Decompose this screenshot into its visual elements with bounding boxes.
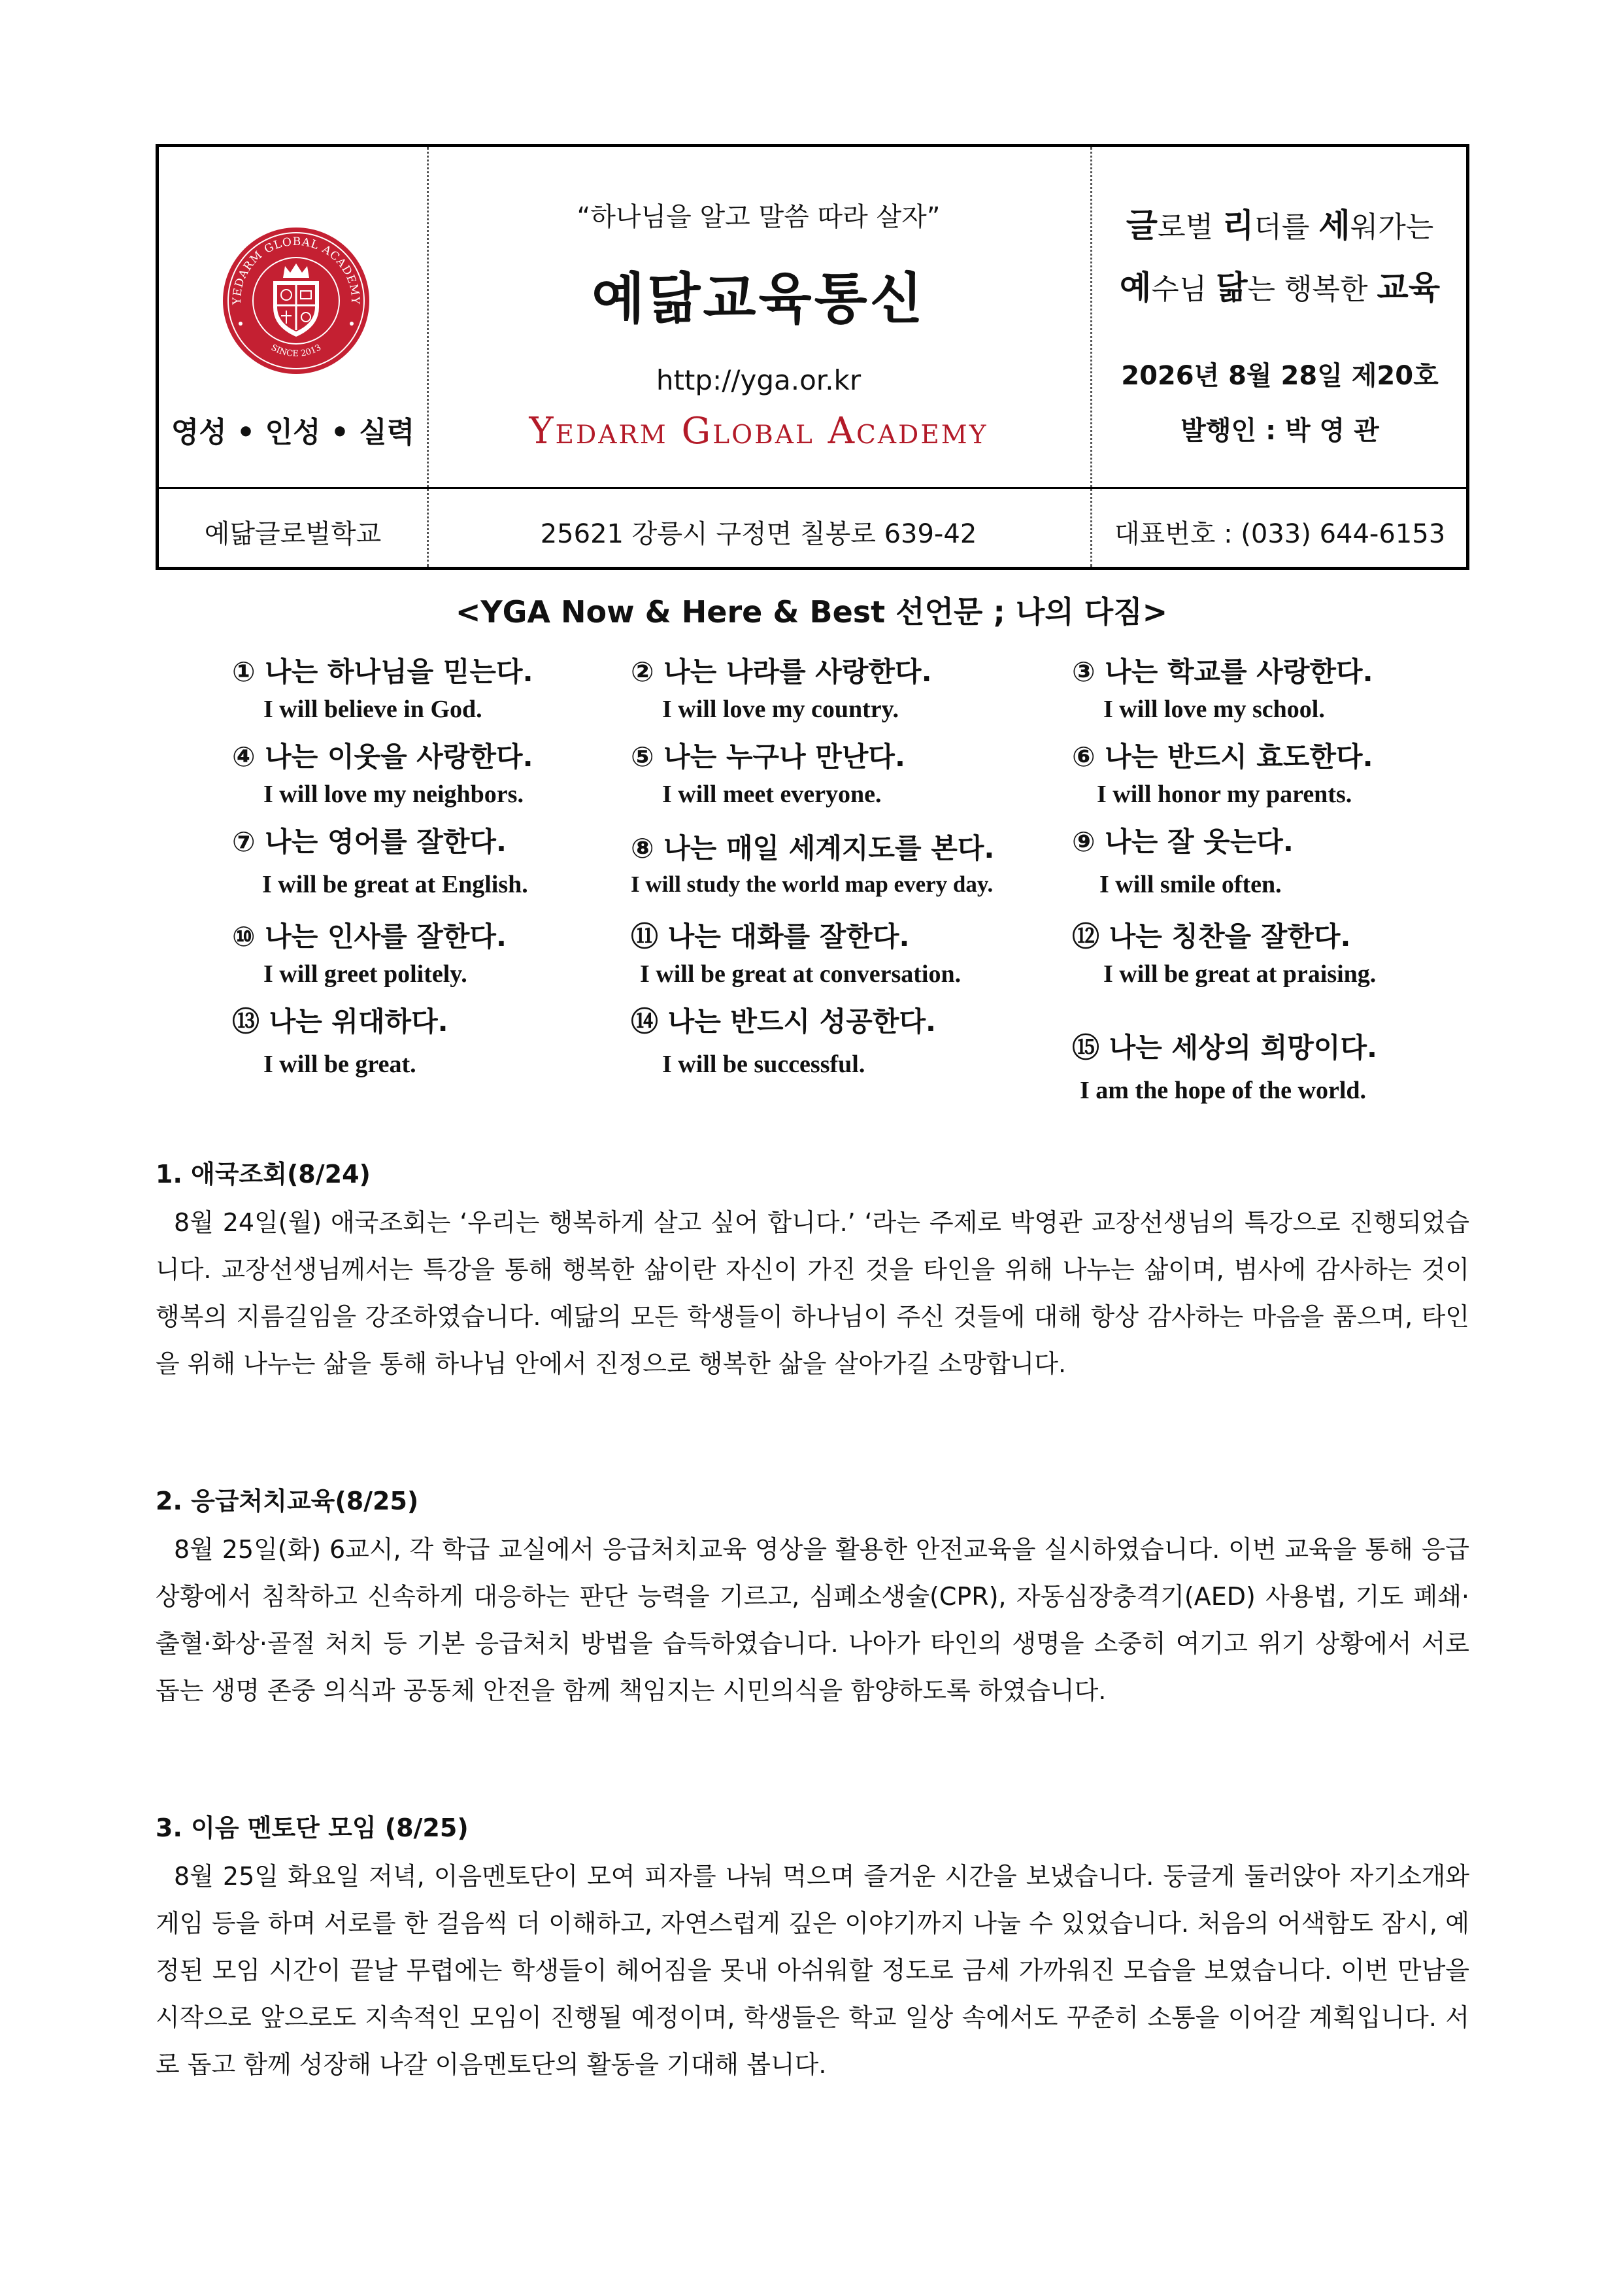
declaration-title: <YGA Now & Here & Best 선언문 ; 나의 다짐> xyxy=(455,594,1168,630)
pledge-english: I will be great. xyxy=(263,1051,416,1078)
article-body: 8월 25일(화) 6교시, 각 학급 교실에서 응급처치교육 영상을 활용한 안전교육을 실시하였습니다. 이번 교육을 통해 응급 상황에서 침착하고 신속하게 대응하는 판단 능력을 기르고, 심폐소생술(CPR), 자동심장충격기(AED) 사용법, 기도 폐쇄·출혈·화상·골절 처치 등 기본 응급처치 방법을 습득하였습니다. 나아가 타인의 생명을 소중히 여기고 위기 상황에서 서로 돕는 생명 존중 의식과 공동체 안전을 함께 책임지는 시민의식을 함양하도록 하였습니다. xyxy=(156,1535,1469,1705)
slogan-text: 워가는 xyxy=(1350,211,1434,244)
pledge-item xyxy=(1072,735,1503,809)
pledge-korean: ⑫ 나는 칭찬을 잘한다. xyxy=(1072,920,1351,953)
school-seal-logo xyxy=(221,226,371,376)
article-heading: 1. 애국조회(8/24) xyxy=(156,1160,371,1189)
pledge-item xyxy=(631,1000,1062,1079)
school-name-english: Yedarm Global Academy xyxy=(529,410,988,452)
pledge-item xyxy=(232,915,663,988)
slogan-text: 는 행복한 xyxy=(1247,273,1377,306)
motto: “하나님을 알고 말씀 따라 살자” xyxy=(577,202,941,232)
pledge-item xyxy=(1072,650,1503,724)
pledge-item xyxy=(631,650,1062,724)
article xyxy=(156,1481,1469,1714)
pledge-korean: ⑤ 나는 누구나 만난다. xyxy=(631,741,905,773)
pledge-korean: ① 나는 하나님을 믿는다. xyxy=(232,656,533,688)
pledge-korean: ⑭ 나는 반드시 성공한다. xyxy=(631,1005,936,1038)
pledge-korean: ⑩ 나는 인사를 잘한다. xyxy=(232,920,507,953)
pledge-item xyxy=(232,820,663,899)
pledge-english: I will smile often. xyxy=(1099,871,1282,898)
pledge-korean: ⑥ 나는 반드시 효도한다. xyxy=(1072,741,1373,773)
article-heading: 2. 응급처치교육(8/25) xyxy=(156,1487,419,1515)
pledge-english: I will believe in God. xyxy=(263,696,482,723)
pledge-item xyxy=(631,915,1062,988)
slogan-initial: 닮 xyxy=(1216,269,1248,307)
issue-info: 2026년 8월 28일 제20호 xyxy=(1121,361,1439,391)
pledge-item xyxy=(232,1000,663,1079)
pledge-korean: ⑬ 나는 위대하다. xyxy=(232,1005,448,1038)
pledge-english: I will love my neighbors. xyxy=(263,781,524,808)
pledge-english: I will meet everyone. xyxy=(662,781,882,808)
pledge-korean: ④ 나는 이웃을 사랑한다. xyxy=(232,741,533,773)
pledge-korean: ⑧ 나는 매일 세계지도를 본다. xyxy=(631,832,995,864)
slogan-initial: 세 xyxy=(1318,207,1350,245)
seal-text-bottom: SINCE 2013 xyxy=(269,343,323,360)
slogan-initial: 글 xyxy=(1126,207,1158,245)
pledge-korean: ② 나는 나라를 사랑한다. xyxy=(631,656,932,688)
pledge-english: I will be great at English. xyxy=(262,871,528,898)
article xyxy=(156,1154,1469,1387)
pledge-korean: ⑪ 나는 대화를 잘한다. xyxy=(631,920,910,953)
publisher: 발행인 : 박 영 관 xyxy=(1180,416,1379,446)
school-url[interactable]: http://yga.or.kr xyxy=(656,364,862,396)
pledge-item xyxy=(1072,1026,1503,1105)
pledge-item xyxy=(631,735,1062,809)
newsletter-header xyxy=(156,144,1469,570)
pledge-item xyxy=(1072,915,1503,988)
footer-school-name: 예닮글로벌학교 xyxy=(204,519,382,549)
pledge-english: I will greet politely. xyxy=(263,960,467,988)
pledge-english: I will love my school. xyxy=(1103,696,1325,723)
pledge-korean: ⑦ 나는 영어를 잘한다. xyxy=(232,826,507,858)
slogan-initial: 예 xyxy=(1119,269,1152,307)
pledge-english: I will be great at praising. xyxy=(1103,960,1377,988)
slogan-line-2 xyxy=(1090,262,1469,309)
slogan-line-1 xyxy=(1090,199,1469,246)
slogan-initial: 교육 xyxy=(1377,269,1441,307)
pledge-item xyxy=(631,827,1062,898)
slogan-text: 더를 xyxy=(1254,211,1319,244)
motto-left: 영성 • 인성 • 실력 xyxy=(171,416,415,449)
pledge-english: I will honor my parents. xyxy=(1097,781,1352,808)
article-body: 8월 25일 화요일 저녁, 이음멘토단이 모여 피자를 나눠 먹으며 즐거운 시간을 보냈습니다. 둥글게 둘러앉아 자기소개와 게임 등을 하며 서로를 한 걸음씩 더 이해하고, 자연스럽게 깊은 이야기까지 나눌 수 있었습니다. 처음의 어색함도 잠시, 예정된 모임 시간이 끝날 무렵에는 학생들이 헤어짐을 못내 아쉬워할 정도로 금세 가까워진 모습을 보였습니다. 이번 만남을 시작으로 앞으로도 지속적인 모임이 진행될 예정이며, 학생들은 학교 일상 속에서도 꾸준히 소통을 이어갈 계획입니다. 서로 돕고 함께 성장해 나갈 이음멘토단의 활동을 기대해 봅니다. xyxy=(156,1862,1469,2079)
seal-text-top: YEDARM GLOBAL ACADEMY xyxy=(230,235,362,305)
pledge-korean: ⑨ 나는 잘 웃는다. xyxy=(1072,826,1294,858)
article xyxy=(156,1808,1469,2088)
pledge-english: I will love my country. xyxy=(662,696,899,723)
pledge-korean: ⑮ 나는 세상의 희망이다. xyxy=(1072,1032,1377,1064)
slogan-text: 수님 xyxy=(1151,273,1216,306)
header-footer-divider xyxy=(159,487,1466,489)
footer-address: 25621 강릉시 구정면 칠봉로 639-42 xyxy=(540,519,977,549)
pledge-korean: ③ 나는 학교를 사랑한다. xyxy=(1072,656,1373,688)
article-body: 8월 24일(월) 애국조회는 ‘우리는 행복하게 살고 싶어 합니다.’ ‘라는 주제로 박영관 교장선생님의 특강으로 진행되었습니다. 교장선생님께서는 특강을 통해 행복한 삶이란 자신이 가진 것을 타인을 위해 나누는 삶이며, 범사에 감사하는 것이 행복의 지름길임을 강조하였습니다. 예닮의 모든 학생들이 하나님이 주신 것들에 대해 항상 감사하는 마음을 품으며, 타인을 위해 나누는 삶을 통해 하나님 안에서 진정으로 행복한 삶을 살아가길 소망합니다. xyxy=(156,1208,1469,1378)
article-heading: 3. 이음 멘토단 모임 (8/25) xyxy=(156,1814,469,1842)
pledge-english: I am the hope of the world. xyxy=(1080,1077,1367,1104)
newsletter-title: 예닮교육통신 xyxy=(592,267,926,331)
pledge-english: I will study the world map every day. xyxy=(631,871,994,897)
pledge-item xyxy=(1072,820,1503,899)
pledge-english: I will be successful. xyxy=(662,1051,865,1078)
pledge-english: I will be great at conversation. xyxy=(640,960,962,988)
slogan-text: 로벌 xyxy=(1158,211,1223,244)
slogan-initial: 리 xyxy=(1222,207,1254,245)
footer-phone: 대표번호 : (033) 644-6153 xyxy=(1114,519,1446,549)
pledge-item xyxy=(232,650,663,724)
pledge-item xyxy=(232,735,663,809)
